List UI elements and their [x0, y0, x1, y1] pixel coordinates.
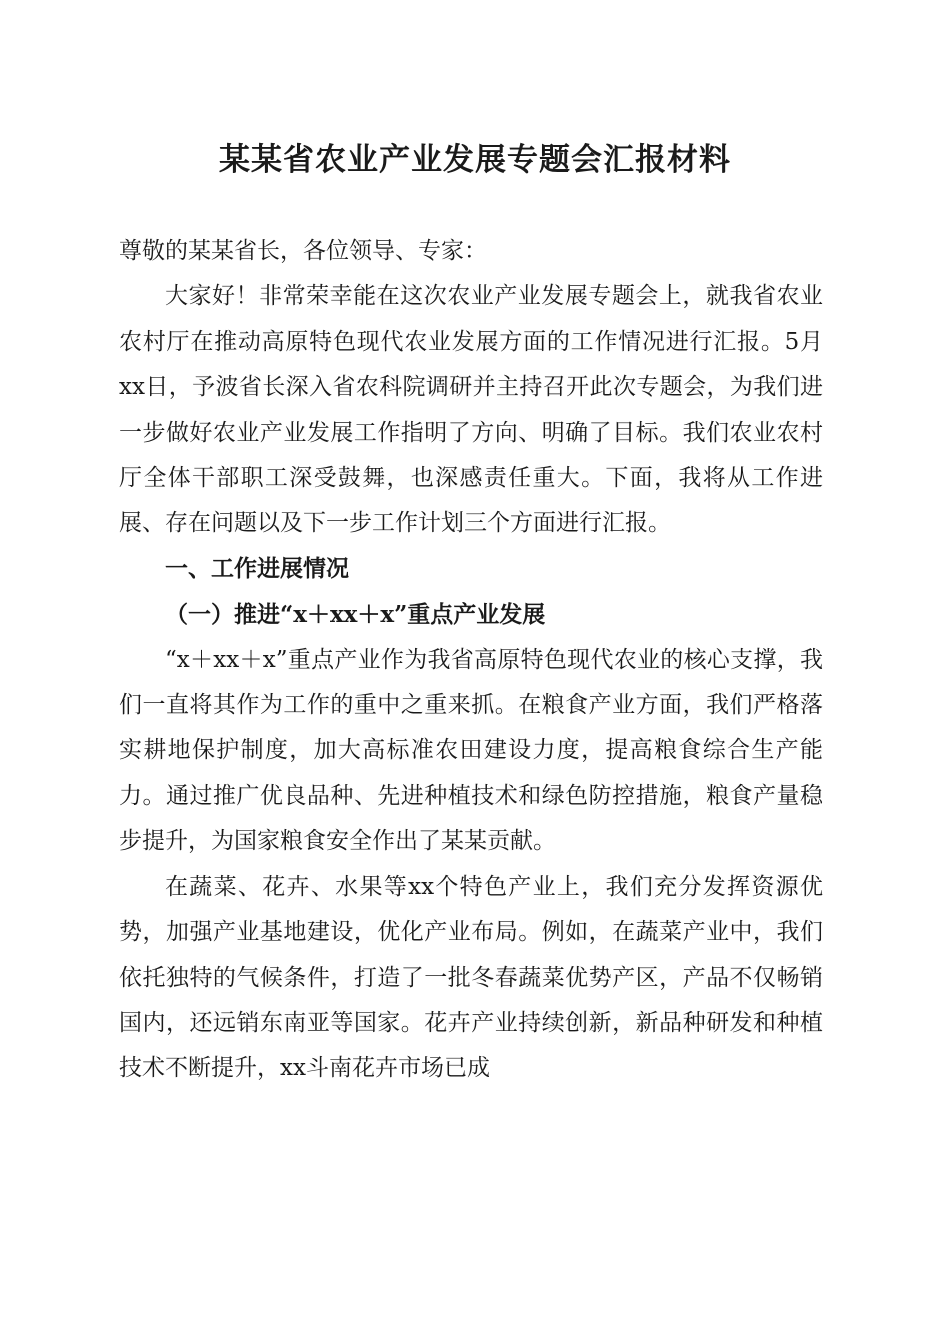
subsection-heading-key-industries: （一）推进“x＋xx＋x”重点产业发展: [165, 601, 546, 629]
body-paragraph: “x＋xx＋x”重点产业作为我省高原特色现代农业的核心支撑，我们一直将其作为工作的重中之重来抓。在粮食产业方面，我们严格落实耕地保护制度，加大高标准农田建设力度，提高粮食综合生产能力。通过推广优良品种、先进种植技术和绿色防控措施，粮食产量稳步提升，为国家粮食安全作出了某某贡献。: [119, 646, 823, 855]
document-body: [119, 229, 823, 1092]
body-paragraph: 在蔬菜、花卉、水果等xx个特色产业上，我们充分发挥资源优势，加强产业基地建设，优化产业布局。例如，在蔬菜产业中，我们依托独特的气候条件，打造了一批冬春蔬菜优势产区，产品不仅畅销国内，还远销东南亚等国家。花卉产业持续创新，新品种研发和种植技术不断提升，xx斗南花卉市场已成: [119, 873, 823, 1082]
salutation: 尊敬的某某省长，各位领导、专家：: [119, 238, 487, 264]
intro-paragraph: 大家好！非常荣幸能在这次农业产业发展专题会上，就我省农业农村厅在推动高原特色现代农业发展方面的工作情况进行汇报。5月xx日，予波省长深入省农科院调研并主持召开此次专题会，为我们进一步做好农业产业发展工作指明了方向、明确了目标。我们农业农村厅全体干部职工深受鼓舞，也深感责任重大。下面，我将从工作进展、存在问题以及下一步工作计划三个方面进行汇报。: [119, 283, 823, 537]
document-title: 某某省农业产业发展专题会汇报材料: [219, 142, 731, 178]
section-heading-work-progress: 一、工作进展情况: [165, 555, 349, 582]
